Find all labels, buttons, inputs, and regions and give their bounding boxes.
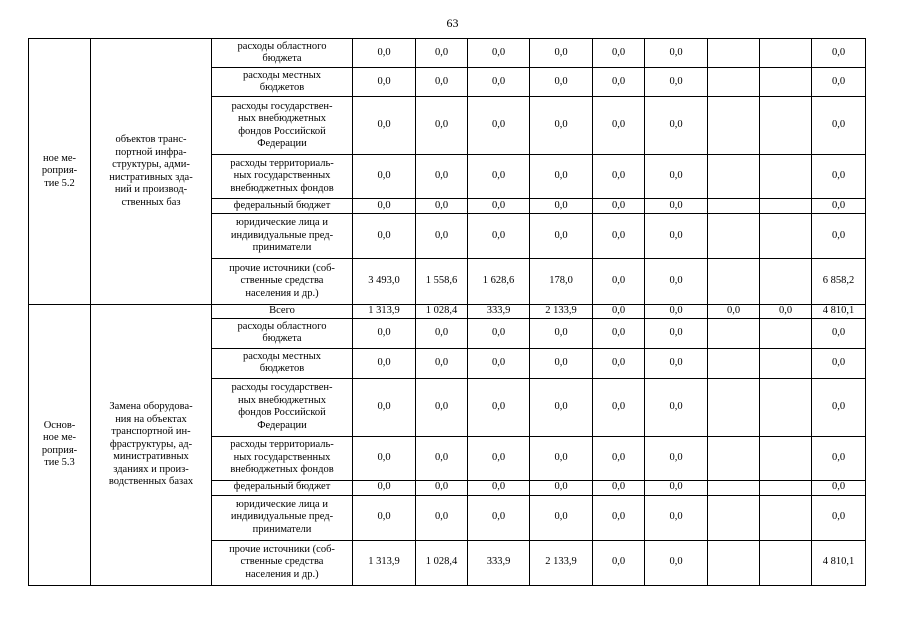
value-cell: 0,0 <box>645 305 708 319</box>
value-cell: 0,0 <box>812 318 866 348</box>
funding-source-cell: расходы областного бюджета <box>212 39 353 68</box>
value-cell <box>760 480 812 495</box>
value-cell: 0,0 <box>468 348 530 378</box>
value-cell: 0,0 <box>812 199 866 214</box>
funding-source-cell: расходы государствен- ных внебюджетных фондов Российской Федерации <box>212 378 353 436</box>
value-cell: 0,0 <box>416 436 468 480</box>
value-cell <box>760 97 812 155</box>
value-cell: 0,0 <box>593 259 645 305</box>
value-cell: 0,0 <box>416 155 468 199</box>
value-cell: 0,0 <box>468 97 530 155</box>
value-cell: 0,0 <box>645 68 708 97</box>
value-cell: 0,0 <box>468 378 530 436</box>
value-cell: 0,0 <box>645 480 708 495</box>
value-cell: 0,0 <box>812 214 866 259</box>
value-cell: 0,0 <box>468 214 530 259</box>
value-cell: 0,0 <box>353 97 416 155</box>
value-cell: 0,0 <box>645 97 708 155</box>
value-cell: 0,0 <box>353 495 416 540</box>
value-cell: 0,0 <box>416 480 468 495</box>
page-number: 63 <box>446 16 459 30</box>
measure-id-cell: ное ме- роприя- тие 5.2 <box>29 39 91 305</box>
value-cell: 0,0 <box>593 348 645 378</box>
table-row <box>29 39 866 68</box>
value-cell: 0,0 <box>416 39 468 68</box>
value-cell: 0,0 <box>353 199 416 214</box>
value-cell <box>760 155 812 199</box>
value-cell <box>708 378 760 436</box>
value-cell <box>708 199 760 214</box>
value-cell <box>760 378 812 436</box>
value-cell: 0,0 <box>708 305 760 319</box>
value-cell: 0,0 <box>593 39 645 68</box>
measure-name-cell: Замена оборудова- ния на объектах транспортной ин- фраструктуры, ад- министративных зданиях и произ- водственных базах <box>91 305 212 586</box>
value-cell <box>708 97 760 155</box>
value-cell: 0,0 <box>353 436 416 480</box>
funding-source-cell: прочие источники (соб- ственные средства населения и др.) <box>212 259 353 305</box>
value-cell: 0,0 <box>593 436 645 480</box>
value-cell: 0,0 <box>812 39 866 68</box>
value-cell: 0,0 <box>760 305 812 319</box>
value-cell: 0,0 <box>593 378 645 436</box>
value-cell: 0,0 <box>468 155 530 199</box>
value-cell: 0,0 <box>812 436 866 480</box>
value-cell: 0,0 <box>416 378 468 436</box>
value-cell: 0,0 <box>593 495 645 540</box>
value-cell: 0,0 <box>645 348 708 378</box>
value-cell <box>760 318 812 348</box>
budget-table <box>28 38 866 586</box>
value-cell: 1 313,9 <box>353 305 416 319</box>
value-cell: 0,0 <box>416 68 468 97</box>
value-cell: 0,0 <box>593 155 645 199</box>
value-cell <box>760 68 812 97</box>
value-cell <box>708 155 760 199</box>
value-cell: 0,0 <box>530 436 593 480</box>
funding-source-cell: федеральный бюджет <box>212 199 353 214</box>
value-cell: 0,0 <box>530 214 593 259</box>
value-cell: 0,0 <box>416 348 468 378</box>
value-cell: 0,0 <box>416 318 468 348</box>
value-cell <box>708 348 760 378</box>
value-cell: 0,0 <box>645 378 708 436</box>
funding-source-cell: юридические лица и индивидуальные пред- приниматели <box>212 495 353 540</box>
funding-source-cell: юридические лица и индивидуальные пред- приниматели <box>212 214 353 259</box>
value-cell: 0,0 <box>812 495 866 540</box>
measure-id-cell: Основ- ное ме- роприя- тие 5.3 <box>29 305 91 586</box>
value-cell: 0,0 <box>353 68 416 97</box>
funding-source-cell: расходы местных бюджетов <box>212 348 353 378</box>
value-cell: 0,0 <box>353 214 416 259</box>
value-cell: 4 810,1 <box>812 540 866 585</box>
value-cell <box>708 436 760 480</box>
value-cell: 1 313,9 <box>353 540 416 585</box>
value-cell: 0,0 <box>416 97 468 155</box>
value-cell: 0,0 <box>593 318 645 348</box>
value-cell <box>708 214 760 259</box>
value-cell <box>760 199 812 214</box>
value-cell: 0,0 <box>645 214 708 259</box>
value-cell: 0,0 <box>812 348 866 378</box>
funding-source-cell: прочие источники (соб- ственные средства населения и др.) <box>212 540 353 585</box>
value-cell: 0,0 <box>812 155 866 199</box>
value-cell <box>708 259 760 305</box>
value-cell: 0,0 <box>468 39 530 68</box>
value-cell: 0,0 <box>593 97 645 155</box>
value-cell: 0,0 <box>416 495 468 540</box>
value-cell: 0,0 <box>530 97 593 155</box>
funding-source-cell: федеральный бюджет <box>212 480 353 495</box>
value-cell: 0,0 <box>353 155 416 199</box>
funding-source-cell: расходы территориаль- ных государственных внебюджетных фондов <box>212 436 353 480</box>
value-cell: 0,0 <box>468 199 530 214</box>
value-cell: 0,0 <box>530 39 593 68</box>
value-cell: 0,0 <box>353 378 416 436</box>
value-cell <box>708 39 760 68</box>
value-cell: 0,0 <box>530 199 593 214</box>
value-cell: 0,0 <box>416 199 468 214</box>
value-cell: 0,0 <box>530 495 593 540</box>
value-cell: 0,0 <box>468 495 530 540</box>
value-cell: 1 628,6 <box>468 259 530 305</box>
funding-source-cell: расходы государствен- ных внебюджетных фондов Российской Федерации <box>212 97 353 155</box>
value-cell: 0,0 <box>812 97 866 155</box>
value-cell: 0,0 <box>645 259 708 305</box>
value-cell: 0,0 <box>530 378 593 436</box>
value-cell: 0,0 <box>593 214 645 259</box>
value-cell: 0,0 <box>593 199 645 214</box>
value-cell: 333,9 <box>468 540 530 585</box>
value-cell: 0,0 <box>468 436 530 480</box>
funding-source-cell: расходы территориаль- ных государственных внебюджетных фондов <box>212 155 353 199</box>
funding-source-cell: Всего <box>212 305 353 319</box>
value-cell: 333,9 <box>468 305 530 319</box>
value-cell: 0,0 <box>530 68 593 97</box>
value-cell <box>708 318 760 348</box>
table-row <box>29 305 866 319</box>
funding-source-cell: расходы местных бюджетов <box>212 68 353 97</box>
value-cell <box>760 436 812 480</box>
value-cell: 0,0 <box>353 480 416 495</box>
value-cell: 0,0 <box>416 214 468 259</box>
value-cell: 0,0 <box>812 480 866 495</box>
value-cell: 0,0 <box>645 318 708 348</box>
value-cell: 0,0 <box>645 495 708 540</box>
value-cell: 0,0 <box>593 540 645 585</box>
value-cell: 0,0 <box>645 436 708 480</box>
value-cell: 1 558,6 <box>416 259 468 305</box>
value-cell: 0,0 <box>530 318 593 348</box>
value-cell: 0,0 <box>468 68 530 97</box>
value-cell: 0,0 <box>593 68 645 97</box>
value-cell <box>760 540 812 585</box>
value-cell <box>760 348 812 378</box>
funding-source-cell: расходы областного бюджета <box>212 318 353 348</box>
value-cell: 0,0 <box>468 480 530 495</box>
measure-name-cell: объектов транс- портной инфра- структуры, адми- нистративных зда- ний и производ- ственных баз <box>91 39 212 305</box>
value-cell: 1 028,4 <box>416 540 468 585</box>
value-cell: 6 858,2 <box>812 259 866 305</box>
value-cell: 0,0 <box>593 305 645 319</box>
value-cell: 0,0 <box>645 540 708 585</box>
value-cell <box>760 214 812 259</box>
value-cell: 0,0 <box>353 318 416 348</box>
value-cell: 0,0 <box>530 155 593 199</box>
value-cell <box>760 495 812 540</box>
value-cell: 0,0 <box>812 378 866 436</box>
value-cell: 0,0 <box>645 199 708 214</box>
value-cell: 0,0 <box>593 480 645 495</box>
value-cell: 0,0 <box>353 348 416 378</box>
value-cell: 0,0 <box>812 68 866 97</box>
value-cell: 2 133,9 <box>530 540 593 585</box>
value-cell <box>760 259 812 305</box>
value-cell <box>760 39 812 68</box>
value-cell <box>708 68 760 97</box>
value-cell: 0,0 <box>353 39 416 68</box>
value-cell: 178,0 <box>530 259 593 305</box>
value-cell <box>708 540 760 585</box>
value-cell <box>708 495 760 540</box>
value-cell: 0,0 <box>468 318 530 348</box>
value-cell: 0,0 <box>645 155 708 199</box>
value-cell: 4 810,1 <box>812 305 866 319</box>
value-cell <box>708 480 760 495</box>
value-cell: 3 493,0 <box>353 259 416 305</box>
value-cell: 0,0 <box>645 39 708 68</box>
value-cell: 0,0 <box>530 480 593 495</box>
value-cell: 2 133,9 <box>530 305 593 319</box>
value-cell: 0,0 <box>530 348 593 378</box>
value-cell: 1 028,4 <box>416 305 468 319</box>
